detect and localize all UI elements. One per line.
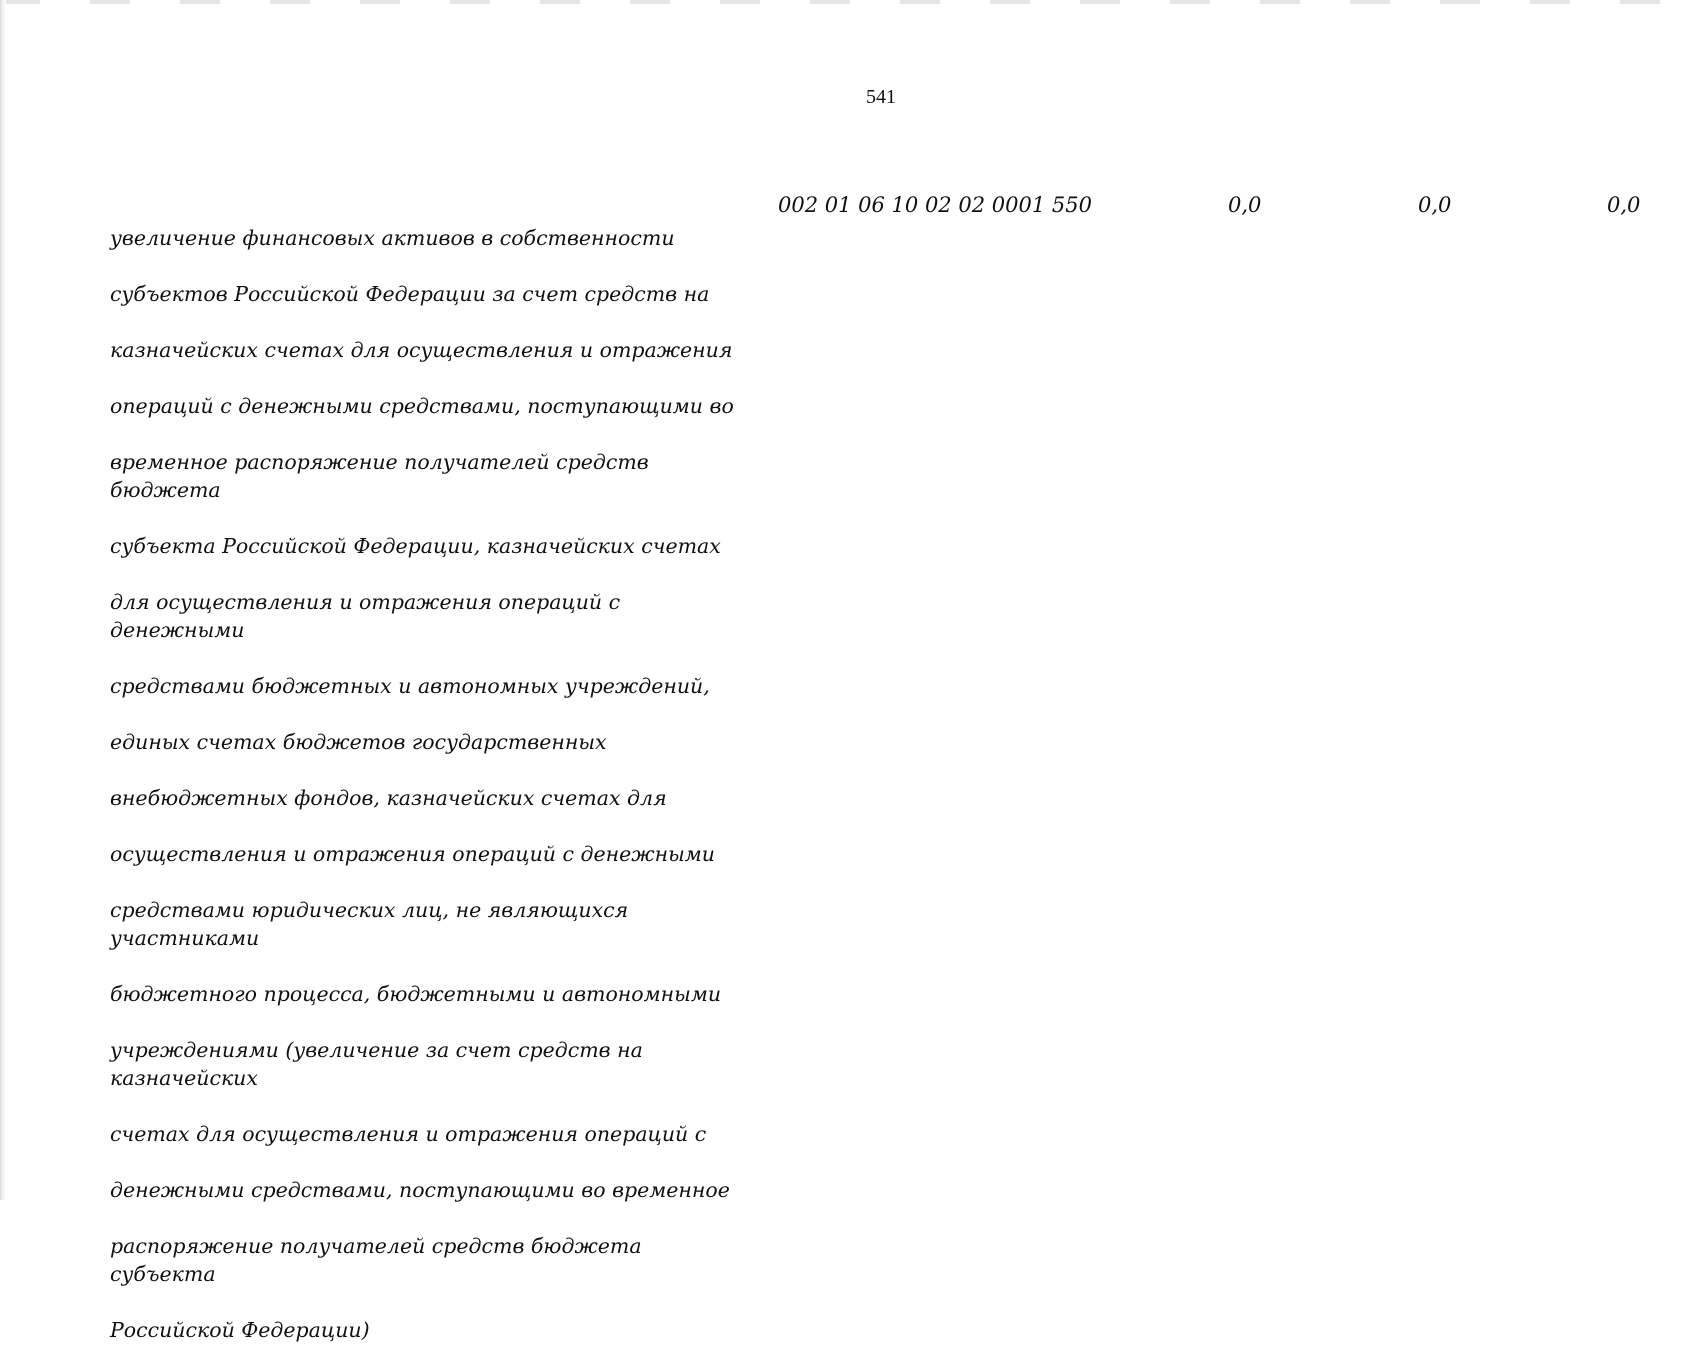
description-line: внебюджетных фондов, казначейских счетах для [110, 786, 667, 810]
description-line: субъектов Российской Федерации за счет средств на [110, 282, 710, 306]
amount-value-1: 0,0 [1228, 193, 1262, 217]
amount-value-3: 0,0 [1607, 193, 1641, 217]
description-line: учреждениями (увеличение за счет средств на казначейских [110, 1038, 643, 1090]
description-line: казначейских счетах для осуществления и отражения [110, 338, 733, 362]
description-line: увеличение финансовых активов в собственности [110, 226, 675, 250]
scan-edge-artifact [0, 0, 6, 1200]
description-line: для осуществления и отражения операций с денежными [110, 590, 621, 642]
budget-classification-code: 002 01 06 10 02 02 0001 550 [778, 193, 1092, 217]
row-description [110, 196, 750, 1372]
amount-value-2: 0,0 [1418, 193, 1452, 217]
scan-top-artifact [0, 0, 1697, 4]
description-line: распоряжение получателей средств бюджета субъекта [110, 1234, 642, 1286]
description-line: Российской Федерации) [110, 1318, 370, 1342]
page-number: 541 [866, 86, 896, 108]
description-line: единых счетах бюджетов государственных [110, 730, 607, 754]
description-line: счетах для осуществления и отражения операций с [110, 1122, 707, 1146]
description-line: субъекта Российской Федерации, казначейских счетах [110, 534, 721, 558]
description-line: средствами юридических лиц, не являющихся участниками [110, 898, 629, 950]
description-line: осуществления и отражения операций с денежными [110, 842, 715, 866]
description-line: временное распоряжение получателей средств бюджета [110, 450, 649, 502]
description-line: средствами бюджетных и автономных учреждений, [110, 674, 710, 698]
description-line: бюджетного процесса, бюджетными и автономными [110, 982, 722, 1006]
description-line: денежными средствами, поступающими во временное [110, 1178, 730, 1202]
description-line: операций с денежными средствами, поступающими во [110, 394, 734, 418]
